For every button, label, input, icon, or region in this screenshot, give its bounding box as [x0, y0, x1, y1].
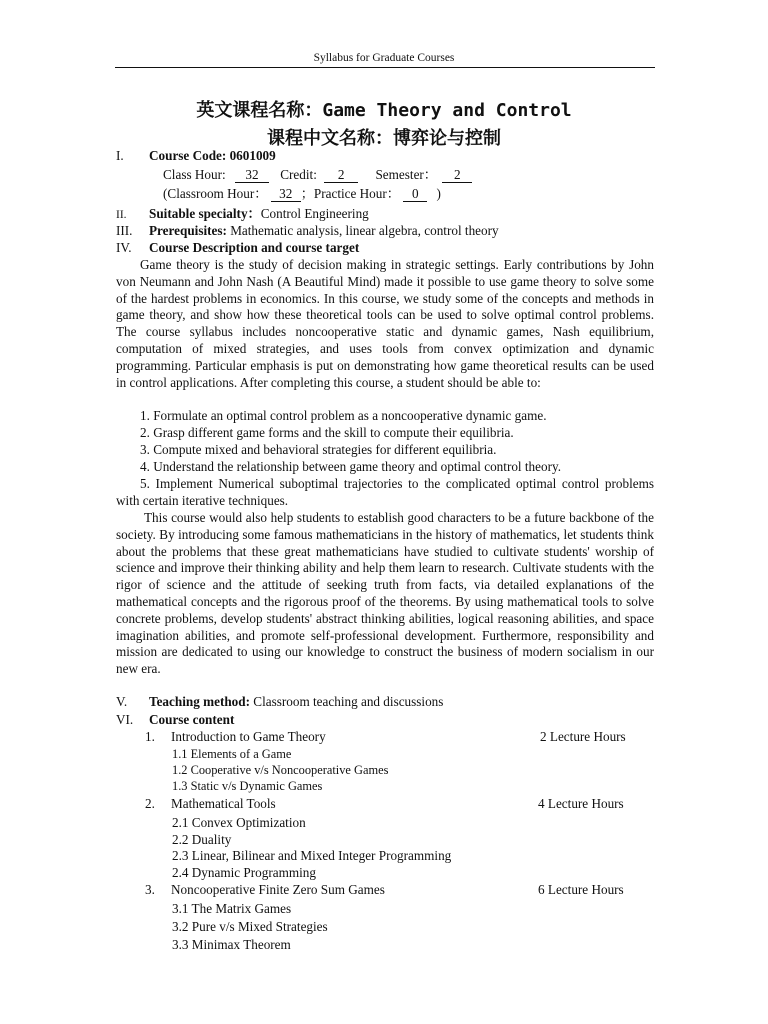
- chapter-hours: 6 Lecture Hours: [538, 882, 624, 897]
- specialty-text: Control Engineering: [260, 206, 369, 221]
- subtopic: 3.3 Minimax Theorem: [172, 937, 291, 952]
- hours-credit-line: [163, 167, 701, 184]
- course-content-label: Course content: [149, 712, 235, 727]
- section-suitable-specialty: [116, 206, 654, 224]
- goal-item: 5. Implement Numerical suboptimal trajectories to the complicated optimal control problems with certain iterative techniques.: [116, 476, 654, 508]
- header-rule: [115, 67, 655, 68]
- description-paragraph: [116, 257, 654, 391]
- goal-item: 3. Compute mixed and behavioral strategies for different equilibria.: [140, 442, 497, 457]
- course-code-label: Course Code: 0601009: [149, 148, 276, 163]
- chapter-number: 2.: [145, 796, 155, 811]
- teaching-method-text: Classroom teaching and discussions: [253, 694, 444, 709]
- chinese-course-title: [0, 124, 768, 150]
- chapter-title: Mathematical Tools: [171, 796, 276, 811]
- section-course-code: [116, 148, 654, 165]
- chinese-title-text: 博弈论与控制: [393, 128, 501, 149]
- class-hour-value: 32: [235, 168, 269, 183]
- chapter-title: Noncooperative Finite Zero Sum Games: [171, 882, 385, 897]
- classroom-hour-label: (Classroom Hour：: [163, 186, 268, 201]
- subtopic: 3.2 Pure v/s Mixed Strategies: [172, 919, 328, 934]
- subtopic: 1.3 Static v/s Dynamic Games: [172, 779, 323, 793]
- teaching-method-label: Teaching method:: [149, 694, 250, 709]
- goal-item: 4. Understand the relationship between game theory and optimal control theory.: [140, 459, 562, 474]
- goal-item: 2. Grasp different game forms and the skill to compute their equilibria.: [140, 425, 514, 440]
- description-text: Game theory is the study of decision making in strategic settings. Early contributions by John von Neumann and John Nash (A Beautiful Mind) made it possible to use game theory to solve some of the hardest problems in economics. In this course, we study some of the concepts and methods in game theory, and show how these theoretical tools can be used to solve optimal control problems. The course syllabus includes noncooperative static and dynamic games, Nash equilibrium, computation of mixed strategies, and uses tools from convex optimization and dynamic programming. Particular emphasis is put on demonstrating how game theoretical results can be used in control applications. After completing this course, a student should be able to:: [116, 257, 654, 390]
- prerequisites-label: Prerequisites:: [149, 223, 227, 238]
- goal-item-wrapped: [116, 476, 654, 510]
- english-course-title: [0, 96, 768, 122]
- subtopic: 1.1 Elements of a Game: [172, 747, 292, 761]
- section-course-description: [116, 240, 654, 257]
- section-number: I.: [116, 148, 124, 163]
- practice-hour-value: 0: [403, 187, 427, 202]
- subtopic: 2.2 Duality: [172, 832, 232, 847]
- section-number: VI.: [116, 712, 134, 727]
- classroom-hour-value: 32: [271, 187, 301, 202]
- credit-label: Credit:: [280, 167, 317, 182]
- classroom-hours-line: [163, 186, 701, 203]
- semester-label: Semester：: [375, 167, 437, 182]
- subtopic: 2.4 Dynamic Programming: [172, 865, 316, 880]
- description-label: Course Description and course target: [149, 240, 360, 255]
- chapter-number: 1.: [145, 729, 155, 744]
- chapter-number: 3.: [145, 882, 155, 897]
- prerequisites-text: Mathematic analysis, linear algebra, control theory: [230, 223, 499, 238]
- subtopic: 1.2 Cooperative v/s Noncooperative Games: [172, 763, 389, 777]
- running-header: Syllabus for Graduate Courses: [313, 52, 455, 64]
- chinese-title-label: 课程中文名称：: [267, 128, 393, 149]
- subtopic: 3.1 The Matrix Games: [172, 901, 292, 916]
- chapter-hours: 4 Lecture Hours: [538, 796, 624, 811]
- character-text: This course would also help students to establish good characters to be a future backbone of the society. By introducing some famous mathematicians in the history of mathematics, let students think about the problems that these great mathematicians have studied to cultivate students' worship of science and improve their thinking ability and help them learn to research. Cultivate students with the rigor of science and the attitude of seeking truth from facts, via detailed explanations of the mathematical concepts and the rigorous proof of the theorems. By using mathematical tools to solve concrete problems, develop students' abstract thinking abilities, logical reasoning abilities, and space imagination abilities, and promote self-professional development. Furthermore, responsibility and mission are dedicated to using our knowledge to construct the business of modern socialism in our new era.: [116, 510, 654, 677]
- close-paren: ): [436, 186, 441, 201]
- semester-value: 2: [442, 168, 472, 183]
- practice-hour-label: ；Practice Hour：: [300, 186, 400, 201]
- section-number: II.: [116, 209, 127, 221]
- section-prerequisites: [116, 223, 654, 240]
- section-number: V.: [116, 694, 128, 709]
- specialty-label: Suitable specialty：: [149, 206, 261, 221]
- class-hour-label: Class Hour:: [163, 167, 226, 182]
- english-title-text: Game Theory and Control: [322, 100, 572, 121]
- section-number: III.: [116, 223, 133, 238]
- subtopic: 2.1 Convex Optimization: [172, 815, 306, 830]
- section-teaching-method: [116, 694, 654, 711]
- character-paragraph: [116, 510, 654, 678]
- subtopic: 2.3 Linear, Bilinear and Mixed Integer Programming: [172, 848, 452, 863]
- credit-value: 2: [324, 168, 358, 183]
- chapter-title: Introduction to Game Theory: [171, 729, 326, 744]
- english-title-label: 英文课程名称：: [196, 100, 323, 121]
- section-course-content: [116, 712, 654, 729]
- chapter-hours: 2 Lecture Hours: [540, 729, 626, 744]
- goal-item: 1. Formulate an optimal control problem as a noncooperative dynamic game.: [140, 408, 547, 423]
- section-number: IV.: [116, 240, 132, 255]
